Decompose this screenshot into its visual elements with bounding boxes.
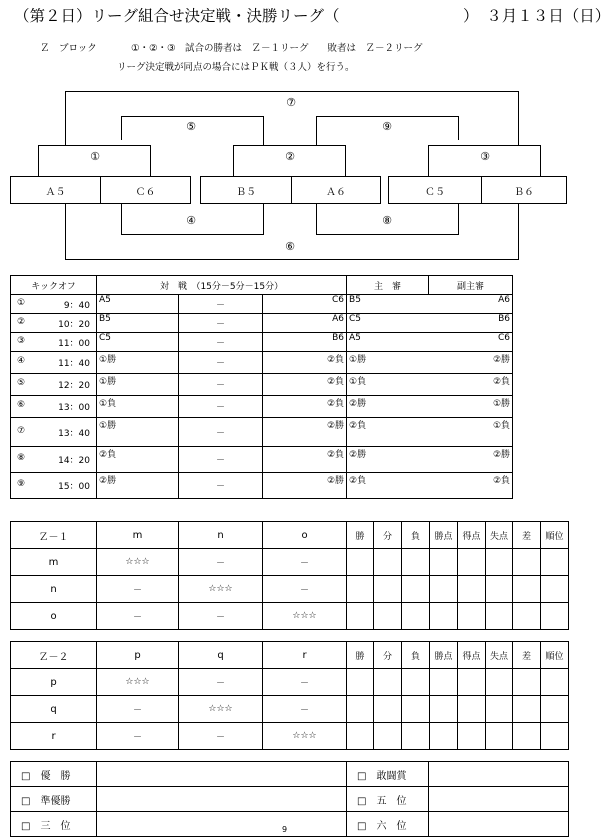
stat-cell	[458, 723, 486, 750]
team-box: Ａ６	[291, 176, 381, 204]
versus-dash: －	[179, 473, 263, 499]
stat-header: 勝点	[430, 642, 458, 669]
stat-header: 順位	[541, 642, 569, 669]
league-rule: ①・②・③ 試合の勝者は Ｚ－１リーグ 敗者は Ｚ－２リーグ	[131, 43, 423, 54]
stat-cell	[486, 576, 513, 603]
match-label: ⑧	[382, 214, 392, 227]
versus-dash: －	[179, 314, 263, 333]
match-number: ⑤	[17, 378, 26, 388]
league-team: r	[11, 723, 97, 750]
stat-header: 順位	[541, 522, 569, 549]
stat-cell	[347, 696, 374, 723]
match-number: ①	[17, 297, 26, 308]
stat-cell	[430, 549, 458, 576]
stat-header: 得点	[458, 642, 486, 669]
stat-cell	[402, 576, 430, 603]
assistant-cell: ②負	[429, 374, 513, 396]
assistant-cell: C6	[429, 333, 513, 352]
league-team: n	[11, 576, 97, 603]
team-box: Ｂ６	[481, 176, 567, 204]
page-title	[14, 4, 610, 26]
team-box: Ｂ５	[200, 176, 292, 204]
team-box: Ａ５	[10, 176, 101, 204]
match-label: ③	[480, 150, 490, 163]
league-team: o	[11, 603, 97, 630]
kickoff-cell	[11, 352, 97, 374]
referee-cell: C5	[347, 314, 429, 333]
stat-cell	[347, 576, 374, 603]
stat-cell	[374, 669, 402, 696]
kickoff-cell	[11, 447, 97, 473]
kickoff-cell	[11, 473, 97, 499]
stat-header: 失点	[486, 642, 513, 669]
kickoff-time: 13：00	[58, 403, 90, 413]
versus-dash: －	[179, 396, 263, 418]
award-fighting-spirit: □ 敢闘賞	[347, 762, 429, 787]
award-value	[97, 812, 347, 837]
stat-cell	[430, 669, 458, 696]
match-number: ⑧	[17, 453, 26, 463]
home-team: B5	[97, 314, 179, 333]
league-col: p	[97, 642, 179, 669]
league-name: Ｚ－２	[11, 642, 97, 669]
kickoff-time: 14：20	[58, 456, 90, 466]
awards-table	[10, 761, 569, 837]
league-cell: －	[263, 549, 347, 576]
league-cell: ☆☆☆	[179, 576, 263, 603]
award-value	[429, 787, 569, 812]
stat-cell	[374, 576, 402, 603]
home-team: ①勝	[97, 374, 179, 396]
league-cell: －	[263, 696, 347, 723]
versus-dash: －	[179, 418, 263, 447]
kickoff-cell	[11, 374, 97, 396]
league-col: r	[263, 642, 347, 669]
league-cell: －	[179, 549, 263, 576]
league-z2-table	[10, 641, 569, 750]
league-cell: －	[179, 669, 263, 696]
kickoff-time: 10：20	[58, 319, 90, 330]
stat-cell	[374, 696, 402, 723]
stat-cell	[541, 576, 569, 603]
schedule-row	[11, 418, 513, 447]
schedule-row	[11, 352, 513, 374]
league-cell: ☆☆☆	[97, 669, 179, 696]
stat-header: 得点	[458, 522, 486, 549]
schedule-table	[10, 275, 513, 499]
stat-header: 失点	[486, 522, 513, 549]
assistant-header: 副主審	[429, 276, 513, 295]
away-team: A6	[263, 314, 347, 333]
assistant-cell: ②勝	[429, 352, 513, 374]
kickoff-cell	[11, 333, 97, 352]
stat-cell	[541, 603, 569, 630]
league-row	[11, 696, 569, 723]
league-cell: －	[97, 696, 179, 723]
stat-header: 差	[513, 642, 541, 669]
league-name: Ｚ－１	[11, 522, 97, 549]
stat-cell	[347, 549, 374, 576]
schedule-row	[11, 473, 513, 499]
match-header: 対 戦 （15分－5分－15分）	[97, 276, 347, 295]
stat-cell	[374, 549, 402, 576]
stat-cell	[458, 549, 486, 576]
assistant-cell: ①勝	[429, 396, 513, 418]
stat-cell	[458, 603, 486, 630]
kickoff-time: 11：00	[58, 338, 90, 349]
home-team: ①勝	[97, 418, 179, 447]
league-cell: －	[263, 576, 347, 603]
home-team: ①負	[97, 396, 179, 418]
league-col: q	[179, 642, 263, 669]
away-team: ②負	[263, 352, 347, 374]
stat-header: 勝点	[430, 522, 458, 549]
match-number: ④	[17, 356, 26, 366]
stat-header: 分	[374, 642, 402, 669]
league-cell: －	[97, 723, 179, 750]
home-team: A5	[97, 295, 179, 314]
award-fifth: □ 五 位	[347, 787, 429, 812]
league-cell: －	[97, 603, 179, 630]
assistant-cell: ②勝	[429, 447, 513, 473]
stat-cell	[513, 603, 541, 630]
stat-cell	[402, 549, 430, 576]
league-z1-table	[10, 521, 569, 630]
referee-header: 主 審	[347, 276, 429, 295]
league-col: o	[263, 522, 347, 549]
stat-cell	[347, 603, 374, 630]
stat-cell	[402, 696, 430, 723]
away-team: ②負	[263, 447, 347, 473]
schedule-row	[11, 447, 513, 473]
versus-dash: －	[179, 352, 263, 374]
stat-header: 負	[402, 522, 430, 549]
kickoff-header: キックオフ	[11, 276, 97, 295]
match-label: ⑥	[285, 240, 295, 253]
league-row	[11, 603, 569, 630]
stat-cell	[513, 576, 541, 603]
kickoff-time: 12：20	[58, 381, 90, 391]
versus-dash: －	[179, 333, 263, 352]
stat-cell	[513, 723, 541, 750]
award-value	[97, 787, 347, 812]
league-row	[11, 549, 569, 576]
stat-cell	[430, 576, 458, 603]
league-cell: ☆☆☆	[97, 549, 179, 576]
stat-cell	[374, 723, 402, 750]
referee-cell: ①負	[347, 374, 429, 396]
date-text: ） ３月１３日（日）	[463, 7, 610, 25]
stat-cell	[347, 669, 374, 696]
award-value	[97, 762, 347, 787]
versus-dash: －	[179, 295, 263, 314]
award-sixth: □ 六 位	[347, 812, 429, 837]
kickoff-cell	[11, 295, 97, 314]
match-number: ②	[17, 316, 26, 327]
schedule-row	[11, 333, 513, 352]
award-third: □ 三 位	[11, 812, 97, 837]
block-notes	[40, 40, 423, 54]
stat-header: 差	[513, 522, 541, 549]
stat-cell	[513, 669, 541, 696]
league-team: q	[11, 696, 97, 723]
stat-cell	[513, 696, 541, 723]
match-number: ③	[17, 335, 26, 346]
page-number: 9	[282, 825, 288, 834]
referee-cell: ②負	[347, 473, 429, 499]
match-number: ⑦	[17, 425, 26, 436]
award-value	[429, 762, 569, 787]
stat-cell	[513, 549, 541, 576]
home-team: ②負	[97, 447, 179, 473]
referee-cell: ②勝	[347, 396, 429, 418]
stat-cell	[486, 603, 513, 630]
block-label: Ｚ ブロック	[40, 43, 97, 54]
kickoff-time: 15：00	[58, 482, 90, 492]
league-cell: ☆☆☆	[179, 696, 263, 723]
league-row	[11, 723, 569, 750]
stat-cell	[430, 723, 458, 750]
stat-cell	[486, 696, 513, 723]
schedule-row	[11, 374, 513, 396]
match-label: ⑨	[382, 120, 392, 133]
stat-cell	[430, 603, 458, 630]
away-team: ②負	[263, 374, 347, 396]
team-box: Ｃ６	[100, 176, 191, 204]
versus-dash: －	[179, 374, 263, 396]
assistant-cell: A6	[429, 295, 513, 314]
league-cell: －	[97, 576, 179, 603]
match-number: ⑨	[17, 479, 26, 489]
schedule-row	[11, 314, 513, 333]
stat-cell	[458, 696, 486, 723]
stat-cell	[458, 576, 486, 603]
league-team: m	[11, 549, 97, 576]
stat-cell	[347, 723, 374, 750]
stat-header: 分	[374, 522, 402, 549]
away-team: ②勝	[263, 473, 347, 499]
league-col: n	[179, 522, 263, 549]
away-team: B6	[263, 333, 347, 352]
assistant-cell: B6	[429, 314, 513, 333]
stat-cell	[486, 723, 513, 750]
assistant-cell: ②負	[429, 473, 513, 499]
stat-cell	[402, 669, 430, 696]
league-team: p	[11, 669, 97, 696]
match-label: ②	[285, 150, 295, 163]
stat-cell	[374, 603, 402, 630]
match-number: ⑥	[17, 400, 26, 410]
league-cell: ☆☆☆	[263, 603, 347, 630]
referee-cell: B5	[347, 295, 429, 314]
referee-cell: ②勝	[347, 447, 429, 473]
home-team: C5	[97, 333, 179, 352]
kickoff-time: 11：40	[58, 359, 90, 369]
team-box: Ｃ５	[388, 176, 482, 204]
stat-cell	[430, 696, 458, 723]
match-label: ④	[186, 214, 196, 227]
kickoff-time: 13：40	[58, 428, 90, 439]
award-runner-up: □ 準優勝	[11, 787, 97, 812]
league-cell: ☆☆☆	[263, 723, 347, 750]
schedule-row	[11, 295, 513, 314]
schedule-row	[11, 396, 513, 418]
stat-cell	[541, 723, 569, 750]
kickoff-time: 9：40	[63, 300, 90, 311]
stat-cell	[402, 603, 430, 630]
league-cell: －	[179, 603, 263, 630]
award-value	[429, 812, 569, 837]
league-col: m	[97, 522, 179, 549]
referee-cell: ①勝	[347, 352, 429, 374]
league-row	[11, 669, 569, 696]
match-label: ⑤	[186, 120, 196, 133]
stat-cell	[541, 669, 569, 696]
pk-rule: リーグ決定戦が同点の場合にはＰＫ戦（３人）を行う。	[117, 62, 355, 73]
assistant-cell: ①負	[429, 418, 513, 447]
stat-cell	[402, 723, 430, 750]
referee-cell: A5	[347, 333, 429, 352]
league-cell: －	[263, 669, 347, 696]
title-text: （第２日）リーグ組合せ決定戦・決勝リーグ（	[14, 7, 340, 25]
away-team: ②勝	[263, 418, 347, 447]
home-team: ②勝	[97, 473, 179, 499]
award-champion: □ 優 勝	[11, 762, 97, 787]
stat-cell	[486, 549, 513, 576]
stat-cell	[486, 669, 513, 696]
kickoff-cell	[11, 418, 97, 447]
kickoff-cell	[11, 396, 97, 418]
stat-cell	[458, 669, 486, 696]
stat-header: 勝	[347, 522, 374, 549]
stat-cell	[541, 696, 569, 723]
league-row	[11, 576, 569, 603]
match-label: ⑦	[286, 96, 296, 109]
away-team: ②負	[263, 396, 347, 418]
league-cell: －	[179, 723, 263, 750]
away-team: C6	[263, 295, 347, 314]
stat-cell	[541, 549, 569, 576]
stat-header: 負	[402, 642, 430, 669]
stat-header: 勝	[347, 642, 374, 669]
match-label: ①	[90, 150, 100, 163]
home-team: ①勝	[97, 352, 179, 374]
versus-dash: －	[179, 447, 263, 473]
referee-cell: ②負	[347, 418, 429, 447]
kickoff-cell	[11, 314, 97, 333]
